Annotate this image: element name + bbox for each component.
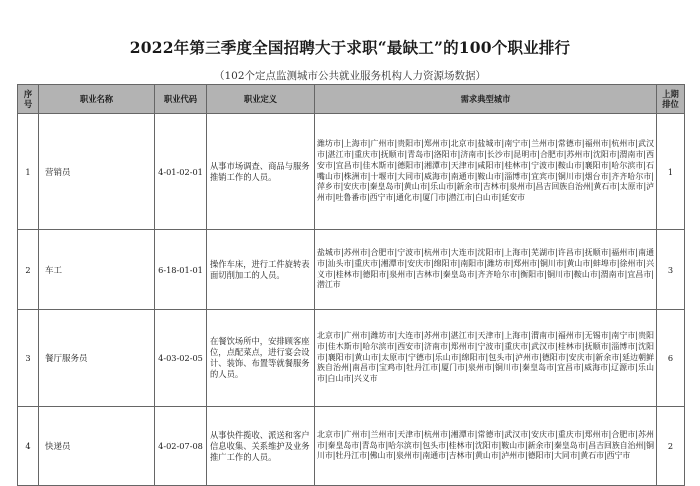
occupation-ranking-table bbox=[17, 84, 685, 486]
occupation-code: 4-01-02-01 bbox=[155, 114, 207, 230]
occupation-name: 快递员 bbox=[39, 407, 155, 486]
table-row bbox=[18, 114, 685, 230]
previous-rank: 3 bbox=[657, 230, 685, 310]
header-occupation-definition: 职业定义 bbox=[207, 85, 315, 114]
table-header-row bbox=[18, 85, 685, 114]
page-subtitle: （102个定点监测城市公共就业服务机构人力资源场数据） bbox=[213, 70, 487, 82]
row-number: 2 bbox=[18, 230, 39, 310]
header-previous-rank: 上期排位 bbox=[657, 85, 685, 114]
occupation-code: 4-02-07-08 bbox=[155, 407, 207, 486]
occupation-name: 车工 bbox=[39, 230, 155, 310]
previous-rank: 2 bbox=[657, 407, 685, 486]
occupation-definition: 从事快件揽收、派送和客户信息收集、关系维护及业务推广工作的人员。 bbox=[207, 407, 315, 486]
table-row bbox=[18, 230, 685, 310]
table-row bbox=[18, 310, 685, 407]
occupation-name: 餐厅服务员 bbox=[39, 310, 155, 407]
demand-cities: 潍坊市|上海市|广州市|贵阳市|郑州市|北京市|盐城市|南宁市|兰州市|常德市|福州市|杭州市|武汉市|湛江市|重庆市|抚顺市|青岛市|洛阳市|济南市|长沙市|昆明市|合肥市|苏州市|沈阳市|渭南市|西安市|宜昌市|佳木斯市|德阳市|湘潭市|天津市|咸阳市|桂林市|宁波市|鞍山市|襄阳市|哈尔滨市|石嘴山市|株洲市|十堰市|大同市|威海市|南通市|鞍山市|淄博市|宜宾市|铜川市|烟台市|齐齐哈尔市|萍乡市|安庆市|秦皇岛市|黄山市|乐山市|新余市|吉林市|泉州市|昌吉回族自治州|黄石市|太原市|泸州市|吐鲁番市|西宁市|通化市|厦门市|潜江市|白山市|延安市 bbox=[315, 114, 657, 230]
occupation-code: 6-18-01-01 bbox=[155, 230, 207, 310]
demand-cities: 北京市|广州市|兰州市|天津市|杭州市|湘潭市|常德市|武汉市|安庆市|重庆市|郑州市|合肥市|苏州市|秦皇岛市|青岛市|哈尔滨市|包头市|桂林市|沈阳市|鞍山市|新余市|秦皇岛市|昌吉回族自治州|铜川市|牡丹江市|佛山市|泉州市|南通市|吉林市|黄山市|泸州市|德阳市|大同市|黄石市|西宁市 bbox=[315, 407, 657, 486]
header-occupation-code: 职业代码 bbox=[155, 85, 207, 114]
occupation-name: 营销员 bbox=[39, 114, 155, 230]
previous-rank: 6 bbox=[657, 310, 685, 407]
occupation-code: 4-03-02-05 bbox=[155, 310, 207, 407]
page-title: 2022年第三季度全国招聘大于求职“最缺工”的100个职业排行 bbox=[129, 38, 571, 57]
previous-rank: 1 bbox=[657, 114, 685, 230]
demand-cities: 北京市|广州市|潍坊市|大连市|苏州市|湛江市|天津市|上海市|渭南市|福州市|无锡市|南宁市|贵阳市|佳木斯市|哈尔滨市|西安市|济南市|郑州市|宁波市|重庆市|武汉市|桂林市|抚顺市|淄博市|沈阳市|襄阳市|黄山市|太原市|宁德市|乐山市|绵阳市|包头市|泸州市|德阳市|安庆市|新余市|延边朝鲜族自治州|南昌市|宝鸡市|牡丹江市|厦门市|泉州市|铜川市|秦皇岛市|宜昌市|威海市|辽源市|乐山市|白山市|兴义市 bbox=[315, 310, 657, 407]
row-number: 1 bbox=[18, 114, 39, 230]
demand-cities: 盐城市|苏州市|合肥市|宁波市|杭州市|大连市|沈阳市|上海市|芜湖市|许昌市|抚顺市|福州市|南通市|汕头市|重庆市|湘潭市|安庆市|绵阳市|南阳市|潍坊市|郑州市|铜川市|黄山市|蚌埠市|徐州市|兴义市|桂林市|德阳市|泉州市|吉林市|秦皇岛市|齐齐哈尔市|衡阳市|铜川市|鞍山市|渭南市|宜昌市|潜江市 bbox=[315, 230, 657, 310]
header-occupation-name: 职业名称 bbox=[39, 85, 155, 114]
occupation-definition: 操作车床，进行工件旋转表面切削加工的人员。 bbox=[207, 230, 315, 310]
header-demand-cities: 需求典型城市 bbox=[315, 85, 657, 114]
occupation-definition: 在餐饮场所中，安排顾客座位，点配菜点，进行宴会设计、装饰、布置等就餐服务的人员。 bbox=[207, 310, 315, 407]
row-number: 4 bbox=[18, 407, 39, 486]
occupation-definition: 从事市场调查、商品与服务推销工作的人员。 bbox=[207, 114, 315, 230]
row-number: 3 bbox=[18, 310, 39, 407]
header-rank: 序号 bbox=[18, 85, 39, 114]
